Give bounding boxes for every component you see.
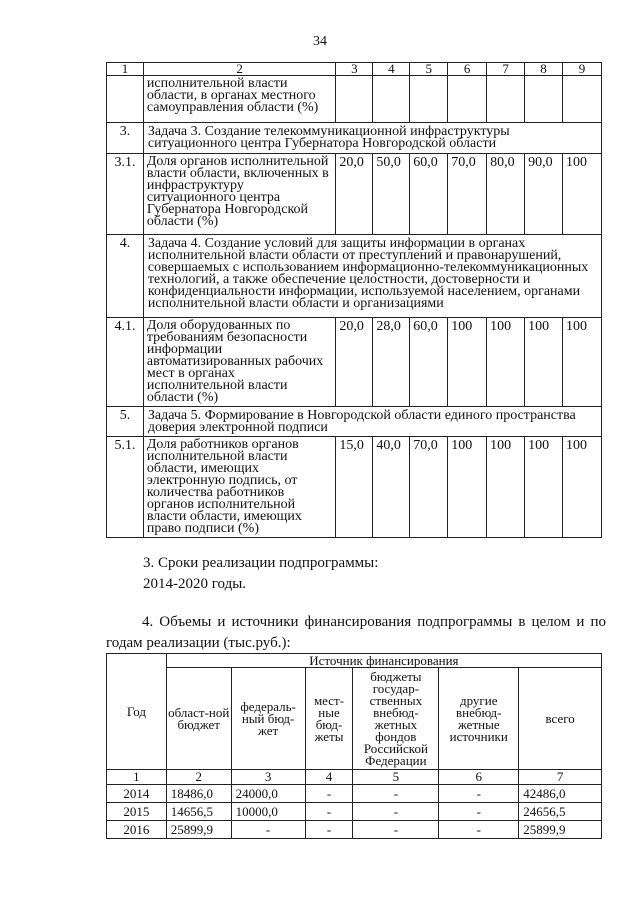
indicator-value	[448, 76, 487, 123]
indicator-value	[336, 76, 373, 123]
row-number: 3.	[107, 123, 144, 154]
amount-cell: -	[439, 803, 519, 821]
financing-table	[106, 653, 602, 839]
col-num: 2	[166, 770, 231, 785]
indicator-value	[373, 76, 410, 123]
task-row	[107, 235, 602, 318]
indicators-header-row	[107, 63, 602, 76]
indicator-value: 40,0	[373, 437, 410, 538]
indicator-value	[525, 76, 563, 123]
indicator-row	[107, 154, 602, 235]
amount-cell: -	[231, 821, 305, 839]
column-header: другие внебюд-жетные источники	[439, 668, 519, 770]
total-cell: 25899,9	[519, 821, 602, 839]
indicators-table	[106, 62, 602, 538]
col-num-header: 7	[487, 63, 525, 76]
indicator-value: 100	[525, 437, 563, 538]
indicator-value: 100	[448, 437, 487, 538]
amount-cell: -	[439, 821, 519, 839]
col-num: 3	[231, 770, 305, 785]
amount-cell: 10000,0	[231, 803, 305, 821]
col-num-header: 3	[336, 63, 373, 76]
column-header: бюджеты государ-ственных внебюд-жетных фондов Российской Федерации	[353, 668, 439, 770]
col-num-header: 2	[143, 63, 336, 76]
row-number: 4.	[107, 235, 144, 318]
amount-cell: 24000,0	[231, 785, 305, 803]
column-header: всего	[519, 668, 602, 770]
page-number: 34	[313, 34, 327, 49]
indicator-text: Доля работников органов исполнительной власти области, имеющих электронную подпись, от количества работников органов исполнительной власти области, имеющих право подписи (%)	[143, 437, 336, 538]
amount-cell: -	[353, 821, 439, 839]
column-number-row	[107, 770, 602, 785]
col-num: 7	[519, 770, 602, 785]
column-header: област-ной бюджет	[166, 668, 231, 770]
indicator-value: 60,0	[410, 318, 448, 407]
column-header: мест-ные бюд-жеты	[305, 668, 353, 770]
col-num-header: 8	[525, 63, 563, 76]
task-row	[107, 123, 602, 154]
indicator-text: Доля органов исполнительной власти области, включенных в инфраструктуру ситуационного центра Губернатора Новгородской области (%)	[143, 154, 336, 235]
total-cell: 24656,5	[519, 803, 602, 821]
task-text: Задача 5. Формирование в Новгородской области единого пространства доверия электронной подписи	[143, 407, 601, 437]
indicator-value: 100	[448, 318, 487, 407]
indicator-value: 70,0	[410, 437, 448, 538]
col-num: 1	[107, 770, 167, 785]
column-header: федераль-ный бюд-жет	[231, 668, 305, 770]
row-number: 5.1.	[107, 437, 144, 538]
col-num-header: 4	[373, 63, 410, 76]
col-num: 6	[439, 770, 519, 785]
year-cell: 2016	[107, 821, 167, 839]
total-cell: 42486,0	[519, 785, 602, 803]
indicator-value: 70,0	[448, 154, 487, 235]
indicator-value: 15,0	[336, 437, 373, 538]
row-number	[107, 76, 144, 123]
indicator-row	[107, 437, 602, 538]
section-4-title: 4. Объемы и источники финансирования подпрограммы в целом и по годам реализации (тыс.руб.):	[106, 614, 606, 651]
amount-cell: -	[353, 785, 439, 803]
section-3-years: 2014-2020 годы.	[143, 576, 247, 592]
financing-row	[107, 785, 602, 803]
col-num-header: 6	[448, 63, 487, 76]
amount-cell: -	[305, 821, 353, 839]
indicator-value: 100	[487, 318, 525, 407]
col-num-header: 5	[410, 63, 448, 76]
indicator-value: 20,0	[336, 154, 373, 235]
financing-row	[107, 821, 602, 839]
indicator-value: 80,0	[487, 154, 525, 235]
financing-row	[107, 803, 602, 821]
indicator-value	[563, 76, 602, 123]
row-number: 3.1.	[107, 154, 144, 235]
indicator-value: 20,0	[336, 318, 373, 407]
indicator-value: 100	[563, 318, 602, 407]
row-number: 4.1.	[107, 318, 144, 407]
col-num-header: 9	[563, 63, 602, 76]
indicator-value: 100	[563, 154, 602, 235]
amount-cell: -	[353, 803, 439, 821]
amount-cell: 14656,5	[166, 803, 231, 821]
year-cell: 2015	[107, 803, 167, 821]
task-row	[107, 407, 602, 437]
row-number: 5.	[107, 407, 144, 437]
indicator-text: Доля оборудованных по требованиям безопасности информации автоматизированных рабочих мест в органах исполнительной власти области (%)	[143, 318, 336, 407]
year-header: Год	[107, 654, 167, 770]
indicator-value: 100	[563, 437, 602, 538]
section-3-title: 3. Сроки реализации подпрограммы:	[143, 555, 379, 571]
col-num-header: 1	[107, 63, 144, 76]
indicator-value: 100	[525, 318, 563, 407]
year-cell: 2014	[107, 785, 167, 803]
indicator-value: 50,0	[373, 154, 410, 235]
indicator-text: исполнительной власти области, в органах местного самоуправления области (%)	[143, 76, 336, 123]
amount-cell: -	[305, 785, 353, 803]
indicator-row	[107, 76, 602, 123]
indicator-row	[107, 318, 602, 407]
task-text: Задача 4. Создание условий для защиты информации в органах исполнительной власти области от преступлений и правонарушений, совершаемых с использованием информационно-телекоммуникационных технологий, а также обеспечение целостности, достоверности и конфиденциальности информации, используемой населением, органами исполнительной власти области и организациями	[143, 235, 601, 318]
indicator-value: 100	[487, 437, 525, 538]
indicator-value	[487, 76, 525, 123]
indicator-value	[410, 76, 448, 123]
task-text: Задача 3. Создание телекоммуникационной инфраструктуры ситуационного центра Губернатора Новгородской области	[143, 123, 601, 154]
amount-cell: 25899,9	[166, 821, 231, 839]
amount-cell: -	[305, 803, 353, 821]
col-num: 4	[305, 770, 353, 785]
indicator-value: 90,0	[525, 154, 563, 235]
col-num: 5	[353, 770, 439, 785]
indicator-value: 60,0	[410, 154, 448, 235]
amount-cell: 18486,0	[166, 785, 231, 803]
indicator-value: 28,0	[373, 318, 410, 407]
amount-cell: -	[439, 785, 519, 803]
source-header: Источник финансирования	[166, 654, 601, 668]
